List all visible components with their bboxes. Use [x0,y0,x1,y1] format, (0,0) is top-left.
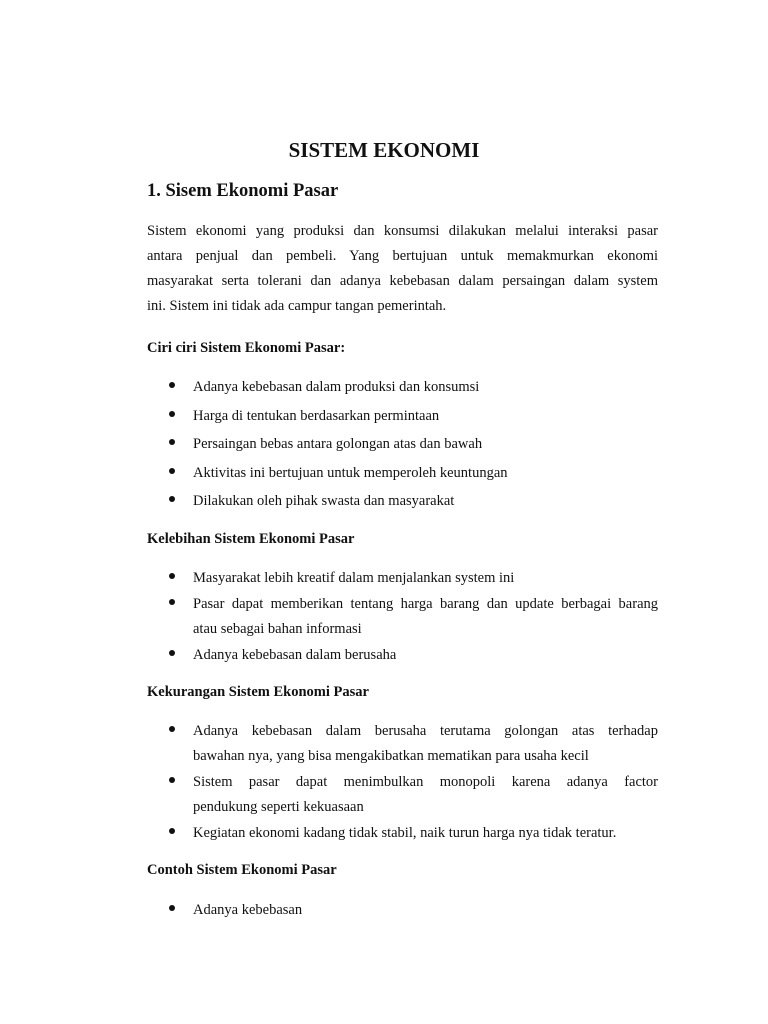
bullet-icon [169,382,175,388]
bullet-icon [169,905,175,911]
list-item-text: Aktivitas ini bertujuan untuk memperoleh keuntungan [193,464,508,481]
list-item-text: Pasar dapat memberikan tentang harga barang dan update berbagai barang [193,595,658,612]
bullet-icon [169,828,175,834]
list-item-text: Adanya kebebasan dalam produksi dan konsumsi [193,379,480,395]
kelebihan-heading: Kelebihan Sistem Ekonomi Pasar [147,531,355,547]
bullet-icon [169,573,175,579]
ciri-heading: Ciri ciri Sistem Ekonomi Pasar: [147,340,346,356]
intro-line: ini. Sistem ini tidak ada campur tangan pemerintah. [147,298,447,314]
intro-line: antara penjual dan pembeli. Yang bertujuan untuk memakmurkan ekonomi [147,248,658,264]
bullet-icon [169,726,175,732]
list-item-text: Persaingan bebas antara golongan atas dan bawah [193,436,483,452]
list-item-text: pendukung seperti kekuasaan [193,799,364,815]
bullet-icon [169,496,175,502]
list-item-text: Sistem pasar dapat menimbulkan monopoli karena adanya factor [193,774,658,790]
document-title: SISTEM EKONOMI [288,138,480,162]
intro-line: masyarakat serta tolerani dan adanya kebebasan dalam persaingan dalam system [147,273,658,289]
list-item-text: atau sebagai bahan informasi [193,620,362,637]
bullet-icon [169,411,175,417]
list-item-text: Harga di tentukan berdasarkan permintaan [193,407,440,424]
list-item-text: Masyarakat lebih kreatif dalam menjalankan system ini [193,570,515,586]
bullet-icon [169,468,175,474]
bullet-icon [169,777,175,783]
list-item-text: bawahan nya, yang bisa mengakibatkan mematikan para usaha kecil [193,748,589,764]
list-item-text: Adanya kebebasan [193,902,303,918]
list-item-text: Kegiatan ekonomi kadang tidak stabil, naik turun harga nya tidak teratur. [193,825,617,841]
section-heading-ekonomi-pasar: 1. Sisem Ekonomi Pasar [147,181,339,201]
bullet-icon [169,650,175,656]
list-item-text: Adanya kebebasan dalam berusaha [193,646,397,663]
contoh-heading: Contoh Sistem Ekonomi Pasar [147,862,337,878]
intro-line: Sistem ekonomi yang produksi dan konsumsi dilakukan melalui interaksi pasar [147,223,658,239]
bullet-icon [169,439,175,445]
intro-paragraph [147,219,658,319]
list-item-text: Dilakukan oleh pihak swasta dan masyarakat [193,493,455,509]
bullet-icon [169,599,175,605]
kekurangan-heading: Kekurangan Sistem Ekonomi Pasar [147,684,369,700]
list-item-text: Adanya kebebasan dalam berusaha terutama golongan atas terhadap [193,723,658,739]
